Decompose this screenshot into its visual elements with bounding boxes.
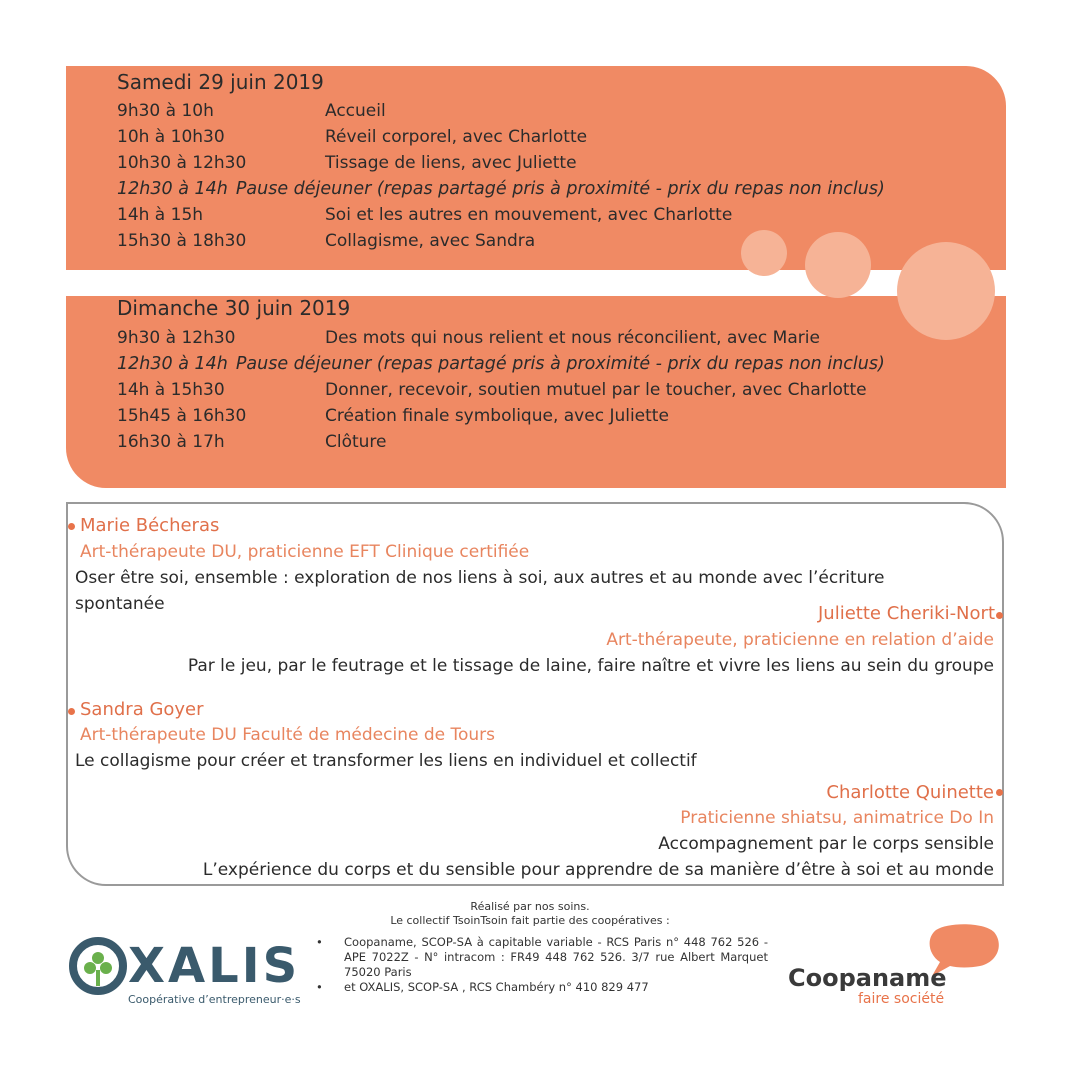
- list-bullet: •: [316, 980, 323, 994]
- row-activity: Clôture: [325, 432, 387, 452]
- bullet-dot: [68, 708, 75, 715]
- cooperative-item: [316, 935, 768, 980]
- speaker-name: Sandra Goyer: [80, 699, 204, 720]
- bullet-dot: [68, 523, 75, 530]
- cooperative-item: [316, 980, 768, 995]
- row-time: 9h30 à 10h: [117, 101, 214, 121]
- row-time: 14h à 15h: [117, 205, 204, 225]
- oxalis-name: XALIS: [128, 938, 301, 994]
- speaker-role: Art-thérapeute, praticienne en relation d’aide: [606, 630, 994, 650]
- speaker-role: Art-thérapeute DU, praticienne EFT Clinique certifiée: [80, 542, 530, 562]
- speaker-name: Marie Bécheras: [80, 515, 220, 536]
- schedule-row: [117, 101, 386, 121]
- speaker-desc: Oser être soi, ensemble : exploration de nos liens à soi, aux autres et au monde avec l’écriture: [75, 568, 885, 588]
- speaker-desc: Accompagnement par le corps sensible: [658, 834, 994, 854]
- schedule-row: [117, 380, 867, 400]
- row-activity: Création finale symbolique, avec Juliette: [325, 406, 669, 426]
- row-activity: Tissage de liens, avec Juliette: [325, 153, 577, 173]
- speaker-role: Praticienne shiatsu, animatrice Do In: [680, 808, 994, 828]
- footer-line: Le collectif TsoinTsoin fait partie des coopératives :: [390, 914, 670, 927]
- saturday-title: Samedi 29 juin 2019: [117, 70, 324, 94]
- schedule-row: [117, 127, 587, 147]
- schedule-row: [117, 432, 387, 452]
- speaker-name: Juliette Cheriki-Nort: [817, 603, 995, 624]
- speaker-name: Charlotte Quinette: [826, 782, 994, 803]
- coopaname-tagline: faire société: [858, 991, 945, 1007]
- row-activity: Accueil: [325, 101, 386, 121]
- row-time: 16h30 à 17h: [117, 432, 225, 452]
- bullet-dot: [996, 612, 1003, 619]
- cooperative-text: Coopaname, SCOP-SA à capitable variable - RCS Paris n° 448 762 526 - APE 7022Z - N° intracom : FR49 448 762 526. 3/7 rue Albert Marquet 75020 Paris: [344, 935, 768, 979]
- decor-circle-medium: [805, 232, 871, 298]
- row-time: 9h30 à 12h30: [117, 328, 236, 348]
- row-time: 10h à 10h30: [117, 127, 225, 147]
- row-activity: Soi et les autres en mouvement, avec Charlotte: [325, 205, 733, 225]
- row-time: 10h30 à 12h30: [117, 153, 247, 173]
- coopaname-name: Coopaname: [788, 964, 947, 992]
- row-time: 12h30 à 14h: [117, 354, 228, 374]
- speaker-desc: Le collagisme pour créer et transformer les liens en individuel et collectif: [75, 751, 697, 771]
- bullet-dot: [996, 789, 1003, 796]
- schedule-row: [117, 153, 577, 173]
- row-activity: Pause déjeuner (repas partagé pris à proximité - prix du repas non inclus): [235, 179, 885, 199]
- row-activity: Donner, recevoir, soutien mutuel par le toucher, avec Charlotte: [325, 380, 867, 400]
- schedule-row: [117, 406, 669, 426]
- row-time: 14h à 15h30: [117, 380, 225, 400]
- oxalis-tagline: Coopérative d’entrepreneur·e·s: [128, 993, 301, 1006]
- lunch-row: [117, 179, 885, 199]
- speaker-desc: Par le jeu, par le feutrage et le tissage de laine, faire naître et vivre les liens au sein du groupe: [187, 656, 994, 676]
- footer-credits: [330, 900, 730, 928]
- row-activity: Des mots qui nous relient et nous réconcilient, avec Marie: [325, 328, 820, 348]
- row-time: 12h30 à 14h: [117, 179, 228, 199]
- cooperative-text: et OXALIS, SCOP-SA , RCS Chambéry n° 410 829 477: [344, 980, 649, 994]
- sunday-title: Dimanche 30 juin 2019: [117, 296, 351, 320]
- list-bullet: •: [316, 935, 323, 949]
- speaker-role: Art-thérapeute DU Faculté de médecine de Tours: [80, 725, 496, 745]
- row-activity: Réveil corporel, avec Charlotte: [325, 127, 588, 147]
- row-time: 15h45 à 16h30: [117, 406, 247, 426]
- schedule-row: [117, 231, 535, 251]
- cooperatives-list: [316, 935, 768, 995]
- row-activity: Collagisme, avec Sandra: [325, 231, 536, 251]
- row-activity: Pause déjeuner (repas partagé pris à proximité - prix du repas non inclus): [235, 354, 885, 374]
- decor-circle-large: [897, 242, 995, 340]
- lunch-row: [117, 354, 885, 374]
- schedule-row: [117, 205, 732, 225]
- speaker-desc: L’expérience du corps et du sensible pour apprendre de sa manière d’être à soi et au monde: [202, 860, 994, 880]
- footer-line: Réalisé par nos soins.: [470, 900, 590, 913]
- decor-circle-small: [741, 230, 787, 276]
- schedule-row: [117, 328, 820, 348]
- row-time: 15h30 à 18h30: [117, 231, 247, 251]
- speaker-desc: spontanée: [75, 594, 165, 614]
